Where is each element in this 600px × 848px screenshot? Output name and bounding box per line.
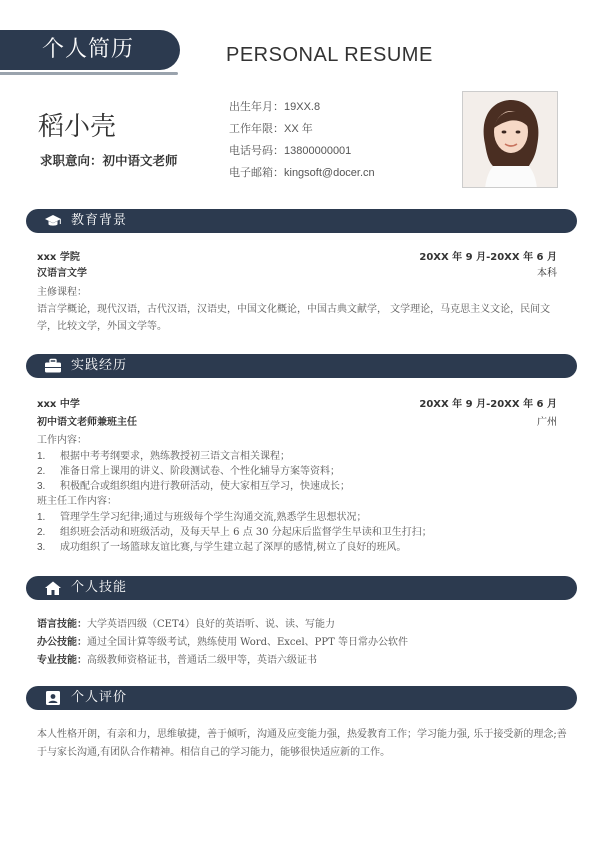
list-item [37,479,557,494]
list-text: 积极配合或组织组内进行教研活动，使大家相互学习，快速成长； [60,481,350,492]
list-text: 成功组织了一场篮球友谊比赛,与学生建立起了深厚的感情,树立了良好的班风。 [60,542,407,553]
practice-block [37,397,557,555]
profile-photo [462,91,558,188]
candidate-name: 稻小壳 [38,112,117,142]
title-shadow [0,72,178,75]
skill-value: 大学英语四级（CET4）良好的英语听、说、读、写能力 [87,619,335,630]
briefcase-icon [44,358,62,374]
skill-row [37,634,557,652]
list-item [37,510,557,525]
section-practice-header [26,354,577,378]
list-text: 组织班会活动和班级活动，及每天早上 6 点 30 分起床后监督学生早读和卫生打扫； [60,527,432,538]
section-title: 实践经历 [71,358,128,373]
skill-row [37,616,557,634]
info-value: kingsoft@docer.cn [284,167,375,179]
personal-info [229,100,375,188]
list-number: 2. [37,527,46,538]
graduation-cap-icon [44,213,62,229]
skill-row [37,652,557,670]
contact-card-icon [44,690,62,706]
info-phone [229,144,375,166]
skill-value: 高级教师资格证书，普通话二级甲等，英语六级证书 [87,655,317,666]
practice-period: 20XX 年 9 月-20XX 年 6 月 [419,399,557,410]
info-value: 19XX.8 [284,101,321,113]
list-item [37,464,557,479]
info-years [229,122,375,144]
skill-value: 通过全国计算等级考试，熟练使用 Word、Excel、PPT 等日常办公软件 [87,637,408,648]
skill-key: 专业技能： [37,655,87,666]
en-title: PERSONAL RESUME [226,44,433,66]
section-title: 个人评价 [71,690,128,705]
list-item [37,449,557,464]
resume-title-tab [0,30,180,70]
list-item [37,540,557,555]
education-block [37,250,557,335]
list-text: 根据中考考纲要求，熟练教授初三语文言相关课程； [60,451,290,462]
head-teacher-label: 班主任工作内容： [37,496,117,507]
list-number: 3. [37,542,46,553]
info-label: 工作年限： [229,122,284,135]
skill-key: 办公技能： [37,637,87,648]
skills-block [37,616,557,670]
list-number: 1. [37,451,46,462]
section-education-header [26,209,577,233]
education-row-2 [37,266,557,282]
list-number: 1. [37,512,46,523]
school-name: xxx 学院 [37,252,80,263]
education-row-1 [37,250,557,266]
info-label: 出生年月： [229,100,284,113]
degree: 本科 [537,268,557,279]
education-period: 20XX 年 9 月-20XX 年 6 月 [419,252,557,263]
info-label: 电话号码： [229,144,284,157]
info-label: 电子邮箱： [229,166,284,179]
list-text: 准备日常上课用的讲义、阶段测试卷、个性化辅导方案等资料； [60,466,340,477]
job-location: 广州 [537,417,557,428]
cn-title: 个人简历 [42,37,135,62]
list-item [37,525,557,540]
section-skills-header [26,576,577,600]
info-birth [229,100,375,122]
major: 汉语言文学 [37,268,87,279]
work-content-label: 工作内容： [37,435,87,446]
skill-key: 语言技能： [37,619,87,630]
section-evaluation-header [26,686,577,710]
home-icon [44,580,62,596]
workplace-name: xxx 中学 [37,399,80,410]
courses-text: 语言学概论，现代汉语，古代汉语，汉语史，中国文化概论，中国古典文献学， 文学理论，马克思主义文论，民间文学，比较文学，外国文学等。 [37,304,551,332]
list-number: 2. [37,466,46,477]
practice-row-1 [37,397,557,413]
job-intent: 求职意向：初中语文老师 [40,153,178,168]
evaluation-block [37,726,568,762]
section-title: 教育背景 [71,213,128,228]
job-role: 初中语文老师兼班主任 [37,417,137,428]
practice-row-2 [37,415,557,431]
evaluation-text: 本人性格开朗，有亲和力，思维敏捷，善于倾听，沟通及应变能力强，热爱教育工作；学习能力强, 乐于接受新的理念;善于与家长沟通,有团队合作精神。相信自己的学习能力，能够很快适应新的工作。 [37,729,567,758]
list-number: 3. [37,481,46,492]
info-value: XX 年 [284,123,313,135]
list-text: 管理学生学习纪律;通过与班级每个学生沟通交流,熟悉学生思想状况； [60,512,367,523]
info-value: 13800000001 [284,145,352,157]
portrait-image [463,92,558,188]
section-title: 个人技能 [71,580,128,595]
courses-label: 主修课程： [37,287,87,298]
info-email [229,166,375,188]
